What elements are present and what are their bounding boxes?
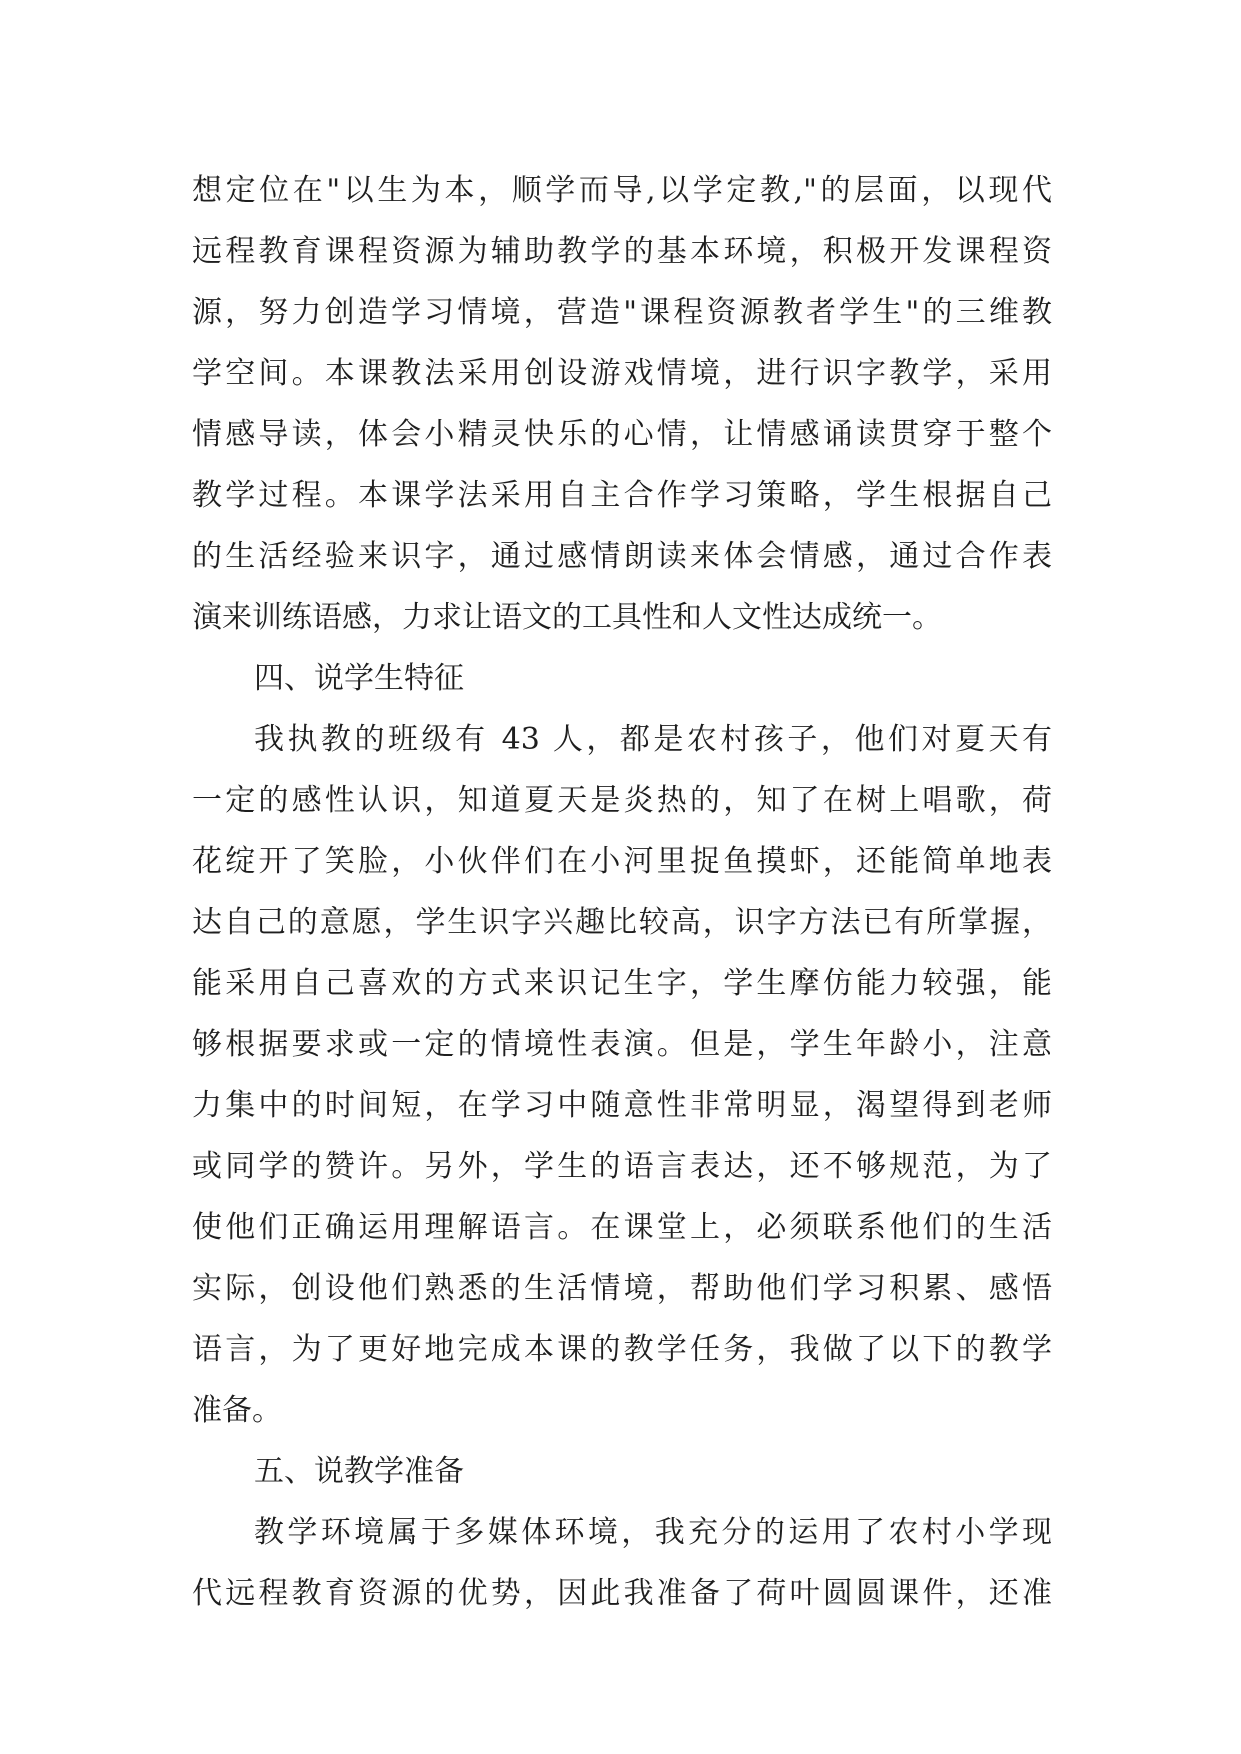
text-line: 演来训练语感，力求让语文的工具性和人文性达成统一。 bbox=[192, 600, 942, 635]
text-line: 达自己的意愿，学生识字兴趣比较高，识字方法已有所掌握， bbox=[192, 905, 1052, 940]
body-text bbox=[192, 160, 1052, 1624]
text-line: 语言，为了更好地完成本课的教学任务，我做了以下的教学 bbox=[192, 1332, 1052, 1367]
section-heading: 五、说教学准备 bbox=[254, 1454, 464, 1489]
text-line: 或同学的赞许。另外，学生的语言表达，还不够规范，为了 bbox=[192, 1149, 1052, 1184]
text-line: 准备。 bbox=[192, 1393, 282, 1428]
text-line: 的生活经验来识字，通过感情朗读来体会情感，通过合作表 bbox=[192, 539, 1052, 574]
section-heading: 四、说学生特征 bbox=[254, 661, 464, 696]
text-line: 学空间。本课教法采用创设游戏情境，进行识字教学，采用 bbox=[192, 356, 1052, 391]
text-line: 力集中的时间短，在学习中随意性非常明显，渴望得到老师 bbox=[192, 1088, 1052, 1123]
text-line: 想定位在"以生为本，顺学而导,以学定教,"的层面，以现代 bbox=[192, 173, 1052, 208]
text-line: 情感导读，体会小精灵快乐的心情，让情感诵读贯穿于整个 bbox=[192, 417, 1052, 452]
text-line: 源，努力创造学习情境，营造"课程资源教者学生"的三维教 bbox=[192, 295, 1052, 330]
text-line: 代远程教育资源的优势，因此我准备了荷叶圆圆课件，还准 bbox=[192, 1576, 1052, 1611]
text-line: 教学环境属于多媒体环境，我充分的运用了农村小学现 bbox=[254, 1515, 1052, 1550]
text-line: 花绽开了笑脸，小伙伴们在小河里捉鱼摸虾，还能简单地表 bbox=[192, 844, 1052, 879]
text-line: 远程教育课程资源为辅助教学的基本环境，积极开发课程资 bbox=[192, 234, 1052, 269]
text-line: 能采用自己喜欢的方式来识记生字，学生摩仿能力较强，能 bbox=[192, 966, 1052, 1001]
text-line: 我执教的班级有 43 人，都是农村孩子，他们对夏天有 bbox=[254, 722, 1052, 757]
text-line: 够根据要求或一定的情境性表演。但是，学生年龄小，注意 bbox=[192, 1027, 1052, 1062]
text-line: 使他们正确运用理解语言。在课堂上，必须联系他们的生活 bbox=[192, 1210, 1052, 1245]
text-line: 一定的感性认识，知道夏天是炎热的，知了在树上唱歌，荷 bbox=[192, 783, 1052, 818]
text-line: 实际，创设他们熟悉的生活情境，帮助他们学习积累、感悟 bbox=[192, 1271, 1052, 1306]
text-line: 教学过程。本课学法采用自主合作学习策略，学生根据自己 bbox=[192, 478, 1052, 513]
